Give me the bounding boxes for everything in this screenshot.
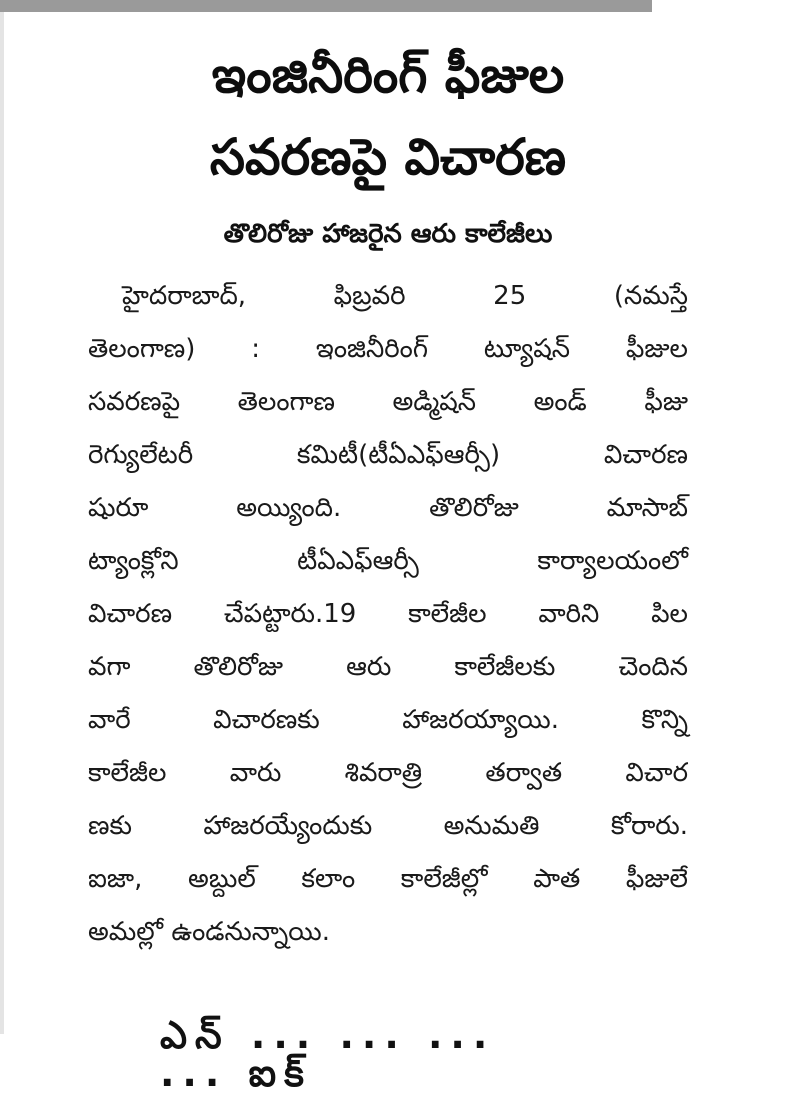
article-subheadline: తొలిరోజు హాజరైన ఆరు కాలేజీలు [223, 219, 553, 249]
body-line-3: సవరణపై తెలంగాణ అడ్మిషన్ అండ్ ఫీజు [88, 387, 688, 417]
body-line-10: కాలేజీల వారు శివరాత్రి తర్వాత విచార [88, 758, 688, 788]
body-line-1: హైదరాబాద్, ఫిబ్రవరి 25 (నమస్తే [122, 281, 688, 311]
body-line-2: తెలంగాణ) : ఇంజినీరింగ్ ట్యూషన్ ఫీజుల [88, 334, 688, 364]
next-headline-fragment: ఎన్ ... ... ... ... ఐక్ [160, 1013, 496, 1095]
body-line-11: ణకు హాజరయ్యేందుకు అనుమతి కోరారు. [88, 811, 688, 841]
article-headline [88, 34, 688, 198]
body-line-13: అమల్లో ఉండనున్నాయి. [88, 917, 330, 947]
body-line-8: వగా తొలిరోజు ఆరు కాలేజీలకు చెందిన [88, 652, 688, 682]
body-line-4: రెగ్యులేటరీ కమిటీ(టీఏఎఫ్ఆర్సీ) విచారణ [88, 440, 688, 470]
body-line-5: షురూ అయ్యింది. తొలిరోజు మాసాబ్ [88, 493, 688, 523]
headline-line-2: సవరణపై విచారణ [209, 128, 567, 186]
next-article-headline-cutoff [160, 1013, 580, 1095]
body-line-12: ఐజా, అబ్దుల్ కలాం కాలేజీల్లో పాత ఫీజులే [88, 864, 688, 894]
left-column-edge [0, 12, 4, 1034]
body-line-7: విచారణ చేపట్టారు.19 కాలేజీల వారిని పిల [88, 599, 688, 629]
top-rule [0, 0, 652, 12]
article-body [88, 270, 688, 959]
headline-line-1: ఇంజినీరింగ్ ఫీజుల [211, 46, 565, 104]
body-line-6: ట్యాంక్లోని టీఏఎఫ్ఆర్సీ కార్యాలయంలో [88, 546, 688, 576]
news-article [88, 34, 688, 959]
body-line-9: వారే విచారణకు హాజరయ్యాయి. కొన్ని [88, 705, 688, 735]
